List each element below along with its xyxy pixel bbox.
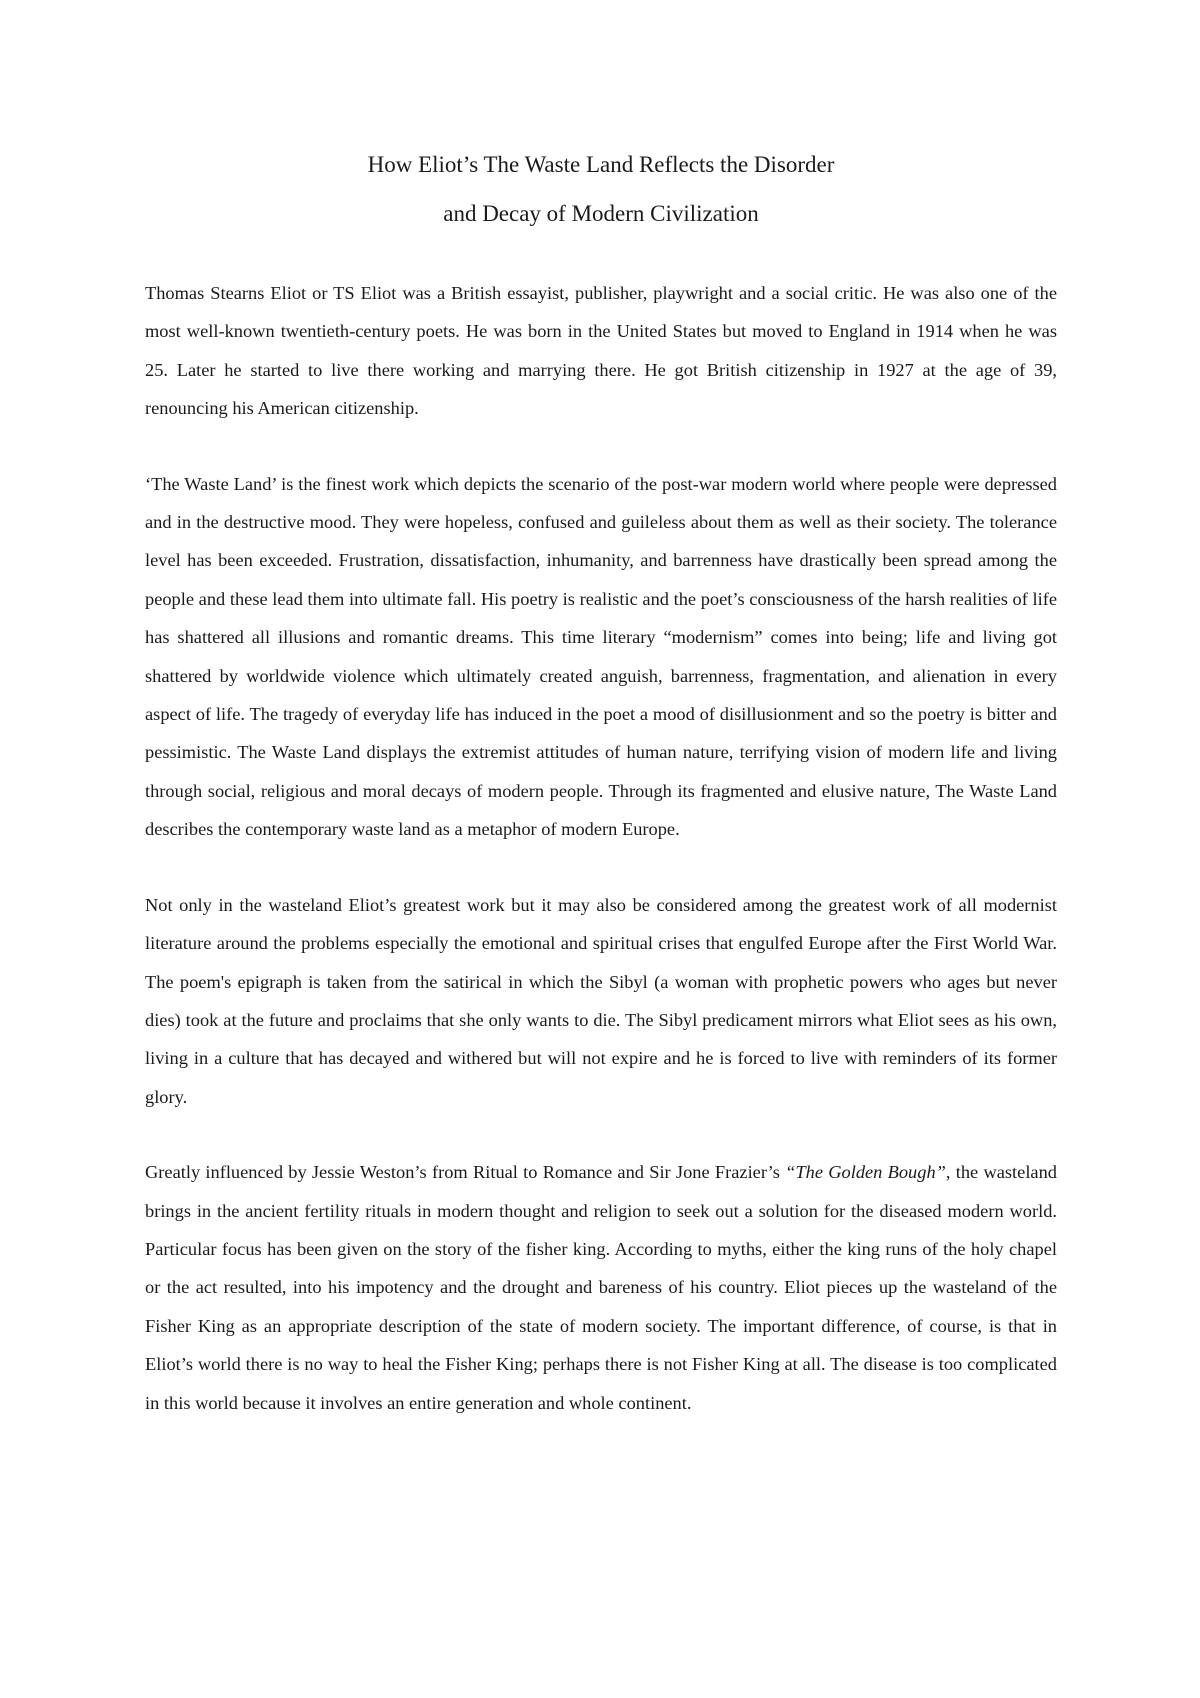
title-line-1: How Eliot’s The Waste Land Reflects the Disorder (367, 152, 835, 177)
paragraph-4-italic: “The Golden Bough” (785, 1162, 946, 1183)
paragraph-2: ‘The Waste Land’ is the finest work which depicts the scenario of the post-war modern world where people were depressed and in the destructive mood. They were hopeless, confused and guileless about them as well as their society. The tolerance level has been exceeded. Frustration, dissatisfaction, inhumanity, and barrenness have drastically been spread among the people and these lead them into ultimate fall. His poetry is realistic and the poet’s consciousness of the harsh realities of life has shattered all illusions and romantic dreams. This time literary “modernism” comes into being; life and living got shattered by worldwide violence which ultimately created anguish, barrenness, fragmentation, and alienation in every aspect of life. The tragedy of everyday life has induced in the poet a mood of disillusionment and so the poetry is bitter and pessimistic. The Waste Land displays the extremist attitudes of human nature, terrifying vision of modern life and living through social, religious and moral decays of modern people. Through its fragmented and elusive nature, The Waste Land describes the contemporary waste land as a metaphor of modern Europe. (145, 473, 1057, 840)
document-page (145, 140, 1057, 1459)
paragraph-4-lead: Greatly influenced by Jessie Weston’s from Ritual to Romance and Sir Jone Frazier’s (145, 1162, 786, 1183)
paragraph-4 (145, 1153, 1057, 1422)
paragraph-4-rest: , the wasteland brings in the ancient fertility rituals in modern thought and religion to seek out a solution for the diseased modern world. Particular focus has been given on the story of the fisher king. According to myths, either the king runs of the holy chapel or the act resulted, into his impotency and the drought and bareness of his country. Eliot pieces up the wasteland of the Fisher King as an appropriate description of the state of modern society. The important difference, of course, is that in Eliot’s world there is no way to heal the Fisher King; perhaps there is not Fisher King at all. The disease is too complicated in this world because it involves an entire generation and whole continent. (145, 1162, 1057, 1413)
page-title (145, 140, 1057, 238)
title-line-2: and Decay of Modern Civilization (443, 201, 759, 226)
paragraph-3: Not only in the wasteland Eliot’s greatest work but it may also be considered among the greatest work of all modernist literature around the problems especially the emotional and spiritual crises that engulfed Europe after the First World War. The poem's epigraph is taken from the satirical in which the Sibyl (a woman with prophetic powers who ages but never dies) took at the future and proclaims that she only wants to die. The Sibyl predicament mirrors what Eliot sees as his own, living in a culture that has decayed and withered but will not expire and he is forced to live with reminders of its former glory. (145, 894, 1057, 1107)
paragraph-1: Thomas Stearns Eliot or TS Eliot was a British essayist, publisher, playwright and a social critic. He was also one of the most well-known twentieth-century poets. He was born in the United States but moved to England in 1914 when he was 25. Later he started to live there working and marrying there. He got British citizenship in 1927 at the age of 39, renouncing his American citizenship. (145, 283, 1057, 419)
